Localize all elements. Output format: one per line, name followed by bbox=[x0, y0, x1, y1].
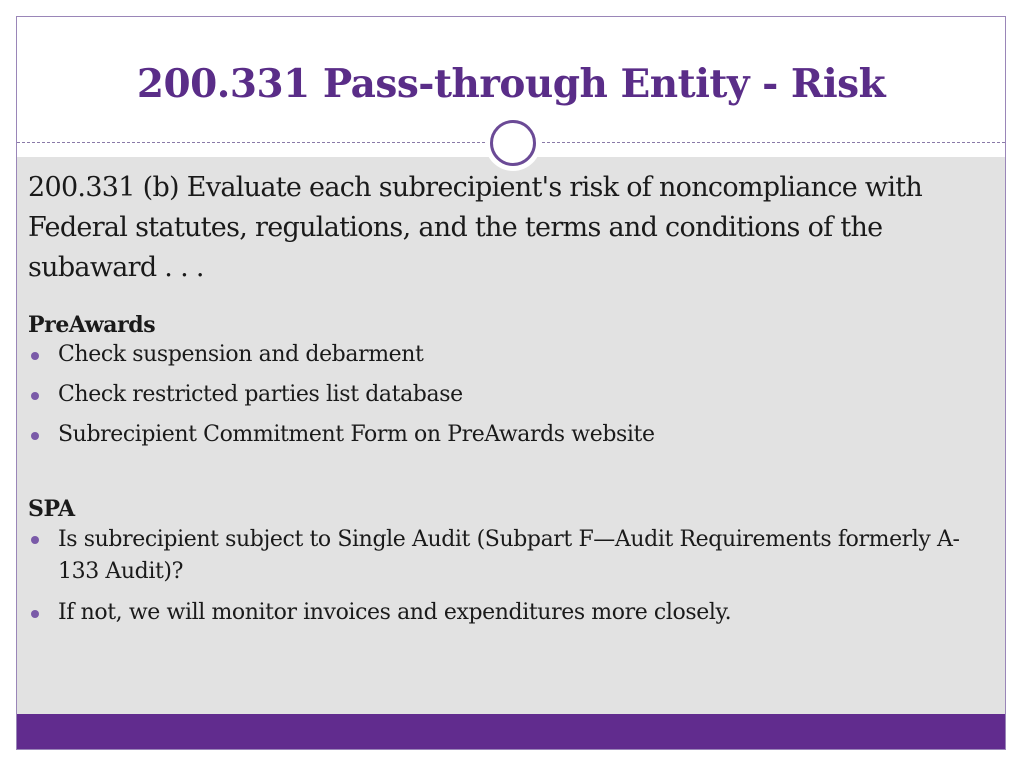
list-item bbox=[28, 524, 968, 588]
bullet-dot-icon bbox=[31, 352, 39, 360]
bullet-dot-icon bbox=[31, 536, 39, 544]
section-heading-spa: SPA bbox=[28, 496, 75, 522]
slide-body bbox=[28, 168, 968, 638]
footer-bar bbox=[17, 714, 1005, 749]
list-item-text: Check suspension and debarment bbox=[58, 342, 424, 367]
section-spacer bbox=[28, 460, 968, 494]
circle-ring-icon bbox=[485, 115, 541, 171]
list-item bbox=[28, 340, 968, 370]
ring-shape bbox=[490, 120, 536, 166]
list-item bbox=[28, 420, 968, 450]
list-item bbox=[28, 380, 968, 410]
list-item-text: Is subrecipient subject to Single Audit (Subpart F—Audit Requirements formerly A-133 Audit)? bbox=[58, 527, 960, 584]
bullet-dot-icon bbox=[31, 432, 39, 440]
bullet-dot-icon bbox=[31, 392, 39, 400]
list-item-text: Subrecipient Commitment Form on PreAwards website bbox=[58, 422, 655, 447]
list-item-text: Check restricted parties list database bbox=[58, 382, 463, 407]
slide-title: 200.331 Pass-through Entity - Risk bbox=[136, 61, 886, 107]
bullet-list-preawards bbox=[28, 340, 968, 450]
bullet-list-spa bbox=[28, 524, 968, 628]
list-item bbox=[28, 598, 968, 628]
list-item-text: If not, we will monitor invoices and expenditures more closely. bbox=[58, 600, 732, 625]
section-heading-preawards: PreAwards bbox=[28, 312, 156, 338]
lead-paragraph: 200.331 (b) Evaluate each subrecipient's risk of noncompliance with Federal statutes, regulations, and the terms and conditions of the subaward . . . bbox=[28, 172, 923, 283]
bullet-dot-icon bbox=[31, 610, 39, 618]
